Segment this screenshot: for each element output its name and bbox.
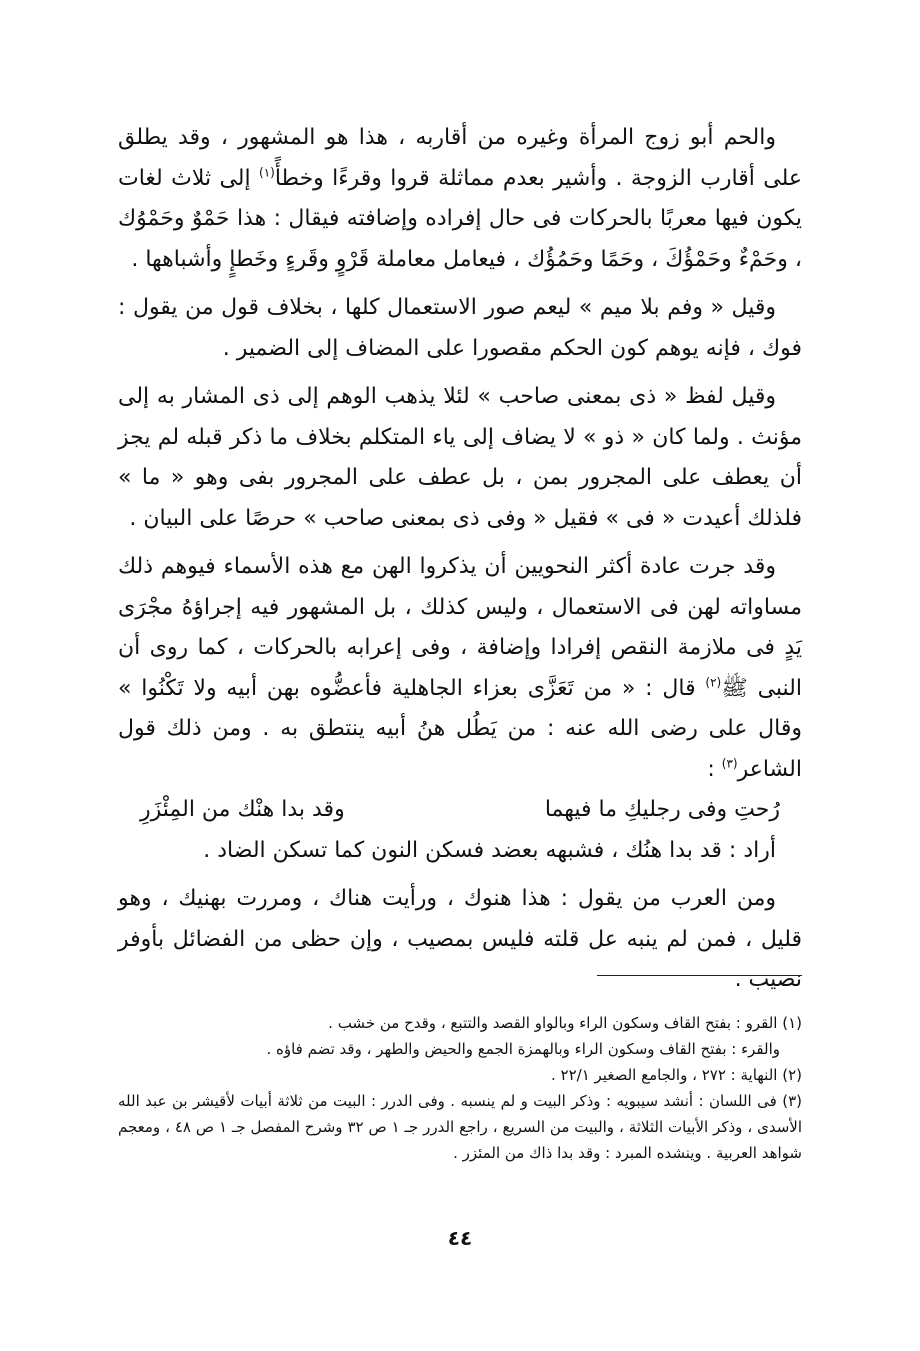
paragraph-4-end: : xyxy=(707,756,722,782)
footnotes xyxy=(118,1010,802,1166)
verse-first-hemistich: رُحتِ وفى رجليكِ ما فيهما xyxy=(544,797,780,822)
paragraph-1 xyxy=(118,118,802,280)
paragraph-4 xyxy=(118,547,802,790)
footnote-1a: (١) القرو : بفتح القاف وسكون الراء وبالواو القصد والتتبع ، وقدح من خشب . xyxy=(328,1014,802,1032)
paragraph-2: وقيل « وفم بلا ميم » ليعم صور الاستعمال كلها ، بخلاف قول من يقول : فوك ، فإنه يوهم كون الحكم مقصورا على المضاف إلى الضمير . xyxy=(118,295,802,361)
footnote-1b: والقرء : بفتح القاف وسكون الراء وبالهمزة الجمع والحيض والطهر ، وقد تضم فاؤه . xyxy=(266,1040,780,1058)
paragraph-6: ومن العرب من يقول : هذا هنوك ، ورأيت هناك ، ومررت بهنيك ، وهو قليل ، فمن لم ينبه عل قلته فليس بمصيب ، وإن حظى من الفضائل بأوفر نصيب . xyxy=(118,886,802,992)
footnote-2: (٢) النهاية : ٢٧٢ ، والجامع الصغير ٢٢/١ . xyxy=(550,1066,802,1084)
footnote-ref-2[interactable]: (٢) xyxy=(705,675,722,690)
footnote-ref-3[interactable]: (٣) xyxy=(721,756,738,771)
paragraph-4-rest: قال : « من تَعَزَّى بعزاء الجاهلية فأعضُّوه بهن أبيه ولا تَكْنُوا » وقال على رضى الله عنه : من يَطُل هنُ أبيه ينتطق به . ومن ذلك قول الشاعر xyxy=(118,675,802,782)
paragraph-3: وقيل لفظ « ذى بمعنى صاحب » لئلا يذهب الوهم إلى ذى المشار به إلى مؤنث . ولما كان « ذو » لا يضاف إلى ياء المتكلم بخلاف ما ذكر قبله لم يجز أن يعطف على المجرور بمن ، بل عطف على المجرور بفى وهو « ما » فلذلك أعيدت « فى » فقيل « وفى ذى بمعنى صاحب » حرصًا على البيان . xyxy=(118,384,802,531)
poetry-verse xyxy=(140,790,780,831)
footnote-divider xyxy=(597,975,802,976)
verse-second-hemistich: وقد بدا هنْك من المِئْزَرِ xyxy=(140,797,345,822)
page-number: ٤٤ xyxy=(447,1226,473,1250)
paragraph-1-text: والحم أبو زوج المرأة وغيره من أقاربه ، هذا هو المشهور ، وقد يطلق على أقارب الزوجة . وأشير بعدم مماثلة قروا وقرءًا وخطأً xyxy=(118,125,802,191)
paragraph-4-text: وقد جرت عادة أكثر النحويين أن يذكروا الهن مع هذه الأسماء فيوهم ذلك مساواته لهن فى الاستعمال ، وليس كذلك ، بل المشهور فيه إجراؤهُ مجْرَى يَدٍ فى ملازمة النقص إفرادا وإضافة ، وفى إعرابه بالحركات ، كما روى أن النبى ﷺ xyxy=(118,554,803,701)
paragraph-5: أراد : قد بدا هنُك ، فشبهه بعضد فسكن النون كما تسكن الضاد . xyxy=(203,837,776,863)
footnote-3: (٣) فى اللسان : أنشد سيبويه : وذكر البيت و لم ينسبه . وفى الدرر : البيت من ثلاثة أبيات لأقيشر بن عبد الله الأسدى ، وذكر الأبيات الثلاثة ، والبيت من السريع ، راجع الدرر جـ ١ ص ٣٢ وشرح المفصل جـ ١ ص ٤٨ ، ومعجم شواهد العربية . وينشده المبرد : وقد بدا ذاك من المئزر . xyxy=(118,1092,803,1162)
paragraph-1-rest: إلى ثلاث لغات يكون فيها معربًا بالحركات فى حال إفراده وإضافته فيقال : هذا حَمْوٌ وحَمْوُك ، وحَمْءٌ وحَمْؤُكَ ، وحَمًا وحَمُؤُك ، فيعامل معاملة قَرْوٍ وقَرءٍ وخَطإٍ وأشباهها . xyxy=(118,165,802,272)
footnote-ref-1[interactable]: (١) xyxy=(259,165,275,180)
main-text xyxy=(118,118,802,1001)
